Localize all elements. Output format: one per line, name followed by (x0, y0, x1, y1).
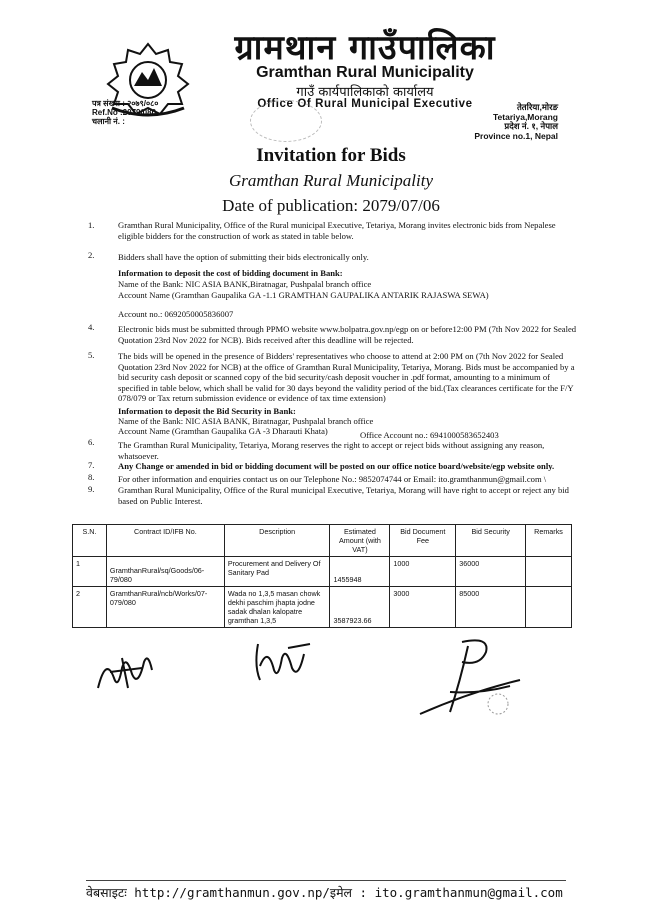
col-header-bid-security: Bid Security (456, 525, 526, 557)
cell-estimated-amount: 1455948 (330, 557, 390, 587)
faded-stamp (250, 100, 322, 142)
signature-1 (92, 648, 162, 696)
publication-date: Date of publication: 2079/07/06 (222, 196, 440, 215)
cell-contract-id: GramthanRural/ncb/Works/07-079/080 (106, 587, 224, 628)
item-text: The bids will be opened in the presence of Bidders' representatives who choose to attend at 2:00 PM on (7th Nov 2022 for Sealed Quotation 23rd Nov 2022 for NCB) at the office of Gramthan Rural Municipality, Tetariya, Morang. Bids must be accompanied by a bid security cash deposit or scanned copy of the bid security/cash deposit voucher in .pdf format, amounting to a minimum of specified in table below, which shall be valid for 30 days beyond the validity period of the bid.(Tax clearances certificate for the F/Y 078/079 or Tax return submission evidence or evidence of tax time extension) (118, 351, 575, 403)
title-english: Gramthan Rural Municipality (256, 64, 474, 81)
ref-line: Ref.No :2079/080 (92, 108, 157, 117)
bank-name: Name of the Bank: NIC ASIA BANK,Biratnagar, Pushpalal branch office (118, 279, 372, 289)
item-text: Any Change or amended in bid or bidding document will be posted on our office notice board/website/egp website only. (118, 461, 555, 471)
office-account-number: Office Account no.: 6941000583652403 (360, 430, 499, 440)
account-name: Account Name (Gramthan Gaupalika GA -3 Dharauti Khata) (118, 426, 328, 436)
item-text: The Gramthan Rural Municipality, Tetariya, Morang reserves the right to accept or reject bids without assigning any reason, whatsoever. (118, 440, 545, 461)
col-header-estimated-amount: Estimated Amount (with VAT) (330, 525, 390, 557)
notice-title: Invitation for Bids (256, 145, 406, 166)
bid-security-heading: Information to deposit the Bid Security in Bank: (118, 406, 296, 416)
cell-bid-document-fee: 3000 (390, 587, 456, 628)
ref-line: चलानी नं. : (92, 117, 125, 126)
item-number: 1. (88, 220, 95, 230)
footer-contact: वेबसाइटः http://gramthanmun.gov.np/इमेल : ito.gramthanmun@gmail.com (86, 885, 563, 900)
item-number: 2. (88, 250, 95, 260)
bank-name: Name of the Bank: NIC ASIA BANK, Biratnagar, Pushpalal branch office (118, 416, 374, 426)
item-number: 9. (88, 484, 95, 494)
col-header-contract-id: Contract ID/IFB No. (106, 525, 224, 557)
subtitle-nepali: गाउँ कार्यपालिकाको कार्यालय (296, 85, 434, 100)
table-header-row (73, 525, 572, 557)
signature-2 (248, 636, 318, 686)
account-number: Account no.: 0692050005836007 (118, 309, 234, 319)
col-header-sn: S.N. (73, 525, 107, 557)
item-number: 6. (88, 437, 95, 447)
cell-contract-id: GramthanRural/sq/Goods/06-79/080 (106, 557, 224, 587)
item-text: Electronic bids must be submitted through PPMO website www.bolpatra.gov.np/egp on or before12:00 PM (7th Nov 2022 for Sealed Quotation 23rd Nov 2022 for NCB). Bids received after this deadline will be rejected. (118, 324, 577, 345)
address-line: तेतरिया,मोरङ (516, 102, 558, 112)
col-header-bid-document-fee: Bid Document Fee (390, 525, 456, 557)
cell-remarks (526, 587, 572, 628)
table-row (73, 557, 572, 587)
ref-line: पत्र संख्या : २०७९/०८० (92, 99, 159, 108)
cell-bid-security: 36000 (456, 557, 526, 587)
cell-estimated-amount: 3587923.66 (330, 587, 390, 628)
item-number: 4. (88, 322, 95, 332)
signature-3 (410, 632, 540, 718)
item-text: Bidders shall have the option of submitting their bids electronically only. (118, 252, 369, 262)
item-text: For other information and enquiries contact us on our Telephone No.: 9852074744 or Email: ito.gramthanmun@gmail.com \ (118, 474, 547, 484)
item-number: 7. (88, 460, 95, 470)
cell-description: Procurement and Delivery Of Sanitary Pad (224, 557, 330, 587)
col-header-description: Description (224, 525, 330, 557)
item-number: 8. (88, 472, 95, 482)
col-header-remarks: Remarks (526, 525, 572, 557)
bank-info-heading: Information to deposit the cost of bidding document in Bank: (118, 268, 343, 278)
cell-remarks (526, 557, 572, 587)
office-english: Office Of Rural Municipal Executive (257, 98, 473, 110)
title-nepali: ग्रामथान गाउँपालिका (234, 28, 496, 68)
address-line: प्रदेश नं. १, नेपाल (504, 121, 558, 131)
item-text: Gramthan Rural Municipality, Office of the Rural municipal Executive, Tetariya, Morang invites electronic bids from Nepalese eligible bidders for the construction of work as stated in table below. (118, 220, 556, 241)
address-line: Tetariya,Morang (492, 112, 558, 122)
address-line: Province no.1, Nepal (474, 131, 558, 141)
cell-description: Wada no 1,3,5 masan chowk dekhi paschim jhapta jodne sadak dhalan kalopatre gramthan 1,3,5 (224, 587, 330, 628)
footer-divider (86, 880, 566, 881)
cell-bid-security: 85000 (456, 587, 526, 628)
notice-subtitle: Gramthan Rural Municipality (229, 171, 433, 190)
account-name: Account Name (Gramthan Gaupalika GA -1.1 GRAMTHAN GAUPALIKA ANTARIK RAJASWA SEWA) (118, 290, 489, 300)
cell-sn: 2 (73, 587, 107, 628)
item-number: 5. (88, 350, 95, 360)
cell-bid-document-fee: 1000 (390, 557, 456, 587)
cell-sn: 1 (73, 557, 107, 587)
table-row (73, 587, 572, 628)
item-text: Gramthan Rural Municipality, Office of the Rural municipal Executive, Tetariya, Morang will have right to accept or reject any bid based on Public Interest. (118, 485, 569, 506)
bids-table (72, 524, 572, 628)
